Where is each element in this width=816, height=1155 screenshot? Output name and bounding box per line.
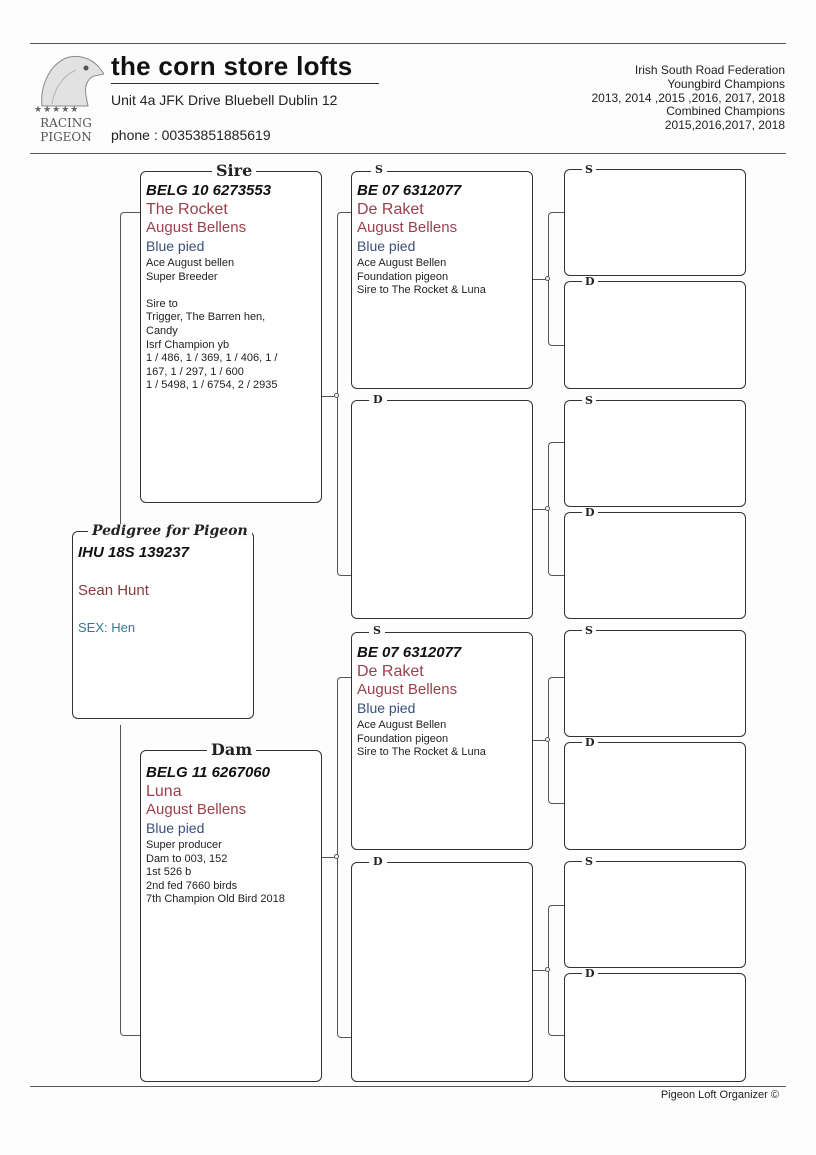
dam-label: Dam — [207, 742, 256, 758]
subject-ring-number: IHU 18S 139237 — [78, 544, 189, 561]
sire-dam-label: D — [369, 394, 387, 405]
dam-sire-box — [351, 632, 533, 850]
gen4-label-6: D — [582, 737, 598, 748]
sire-box — [140, 171, 322, 503]
sire-sire-color: Blue pied — [357, 238, 416, 254]
sire-sire-box — [351, 171, 533, 389]
logo-stars-icon: ★★★★★ — [34, 104, 80, 114]
connector-node — [334, 393, 339, 398]
connector-node — [545, 506, 550, 511]
sire-dam-box — [351, 400, 533, 619]
loft-address: Unit 4a JFK Drive Bluebell Dublin 12 — [111, 92, 338, 108]
loft-phone: phone : 00353851885619 — [111, 127, 271, 143]
gen4-box-3 — [564, 400, 746, 507]
dam-sire-breeder: August Bellens — [357, 681, 458, 698]
connector-node — [545, 737, 550, 742]
dam-sire-color: Blue pied — [357, 700, 416, 716]
sire-color: Blue pied — [146, 238, 205, 254]
gen4-label-4: D — [582, 507, 598, 518]
connector-subject-dam — [120, 725, 142, 1036]
header-bottom-rule — [30, 153, 786, 154]
pigeon-head-icon — [32, 52, 104, 108]
dam-box — [140, 750, 322, 1082]
connector-dam-parents — [337, 677, 352, 1038]
connector-node — [545, 967, 550, 972]
sire-sire-breeder: August Bellens — [357, 219, 458, 236]
loft-name: the corn store lofts — [111, 51, 353, 81]
dam-sire-notes: Ace August Bellen Foundation pigeon Sire to The Rocket & Luna — [357, 719, 486, 759]
achievements-block — [591, 64, 785, 133]
achievement-line: 2013, 2014 ,2015 ,2016, 2017, 2018 — [591, 90, 785, 105]
dam-sire-label: S — [369, 625, 385, 636]
dam-name: Luna — [146, 783, 182, 800]
dam-dam-box — [351, 862, 533, 1082]
sire-ring-number: BELG 10 6273553 — [146, 182, 272, 199]
connector-gen3-4 — [548, 905, 564, 1036]
logo-text: RACING PIGEON — [40, 116, 92, 144]
gen4-label-5: S — [582, 625, 596, 636]
sire-sire-label: S — [371, 164, 387, 175]
dam-breeder: August Bellens — [146, 801, 247, 818]
connector-node — [334, 854, 339, 859]
gen4-label-7: S — [582, 856, 596, 867]
achievement-line: Irish South Road Federation — [634, 63, 785, 77]
subject-pigeon-box — [72, 531, 254, 719]
achievement-line: 2015,2016,2017, 2018 — [664, 118, 785, 133]
subject-label: Pedigree for Pigeon — [88, 524, 252, 538]
sire-label: Sire — [212, 163, 256, 179]
connector-gen3-2 — [548, 442, 564, 576]
footer-credit: Pigeon Loft Organizer © — [660, 1089, 779, 1101]
dam-sire-ring-number: BE 07 6312077 — [357, 644, 462, 661]
dam-ring-number: BELG 11 6267060 — [146, 764, 270, 781]
connector-sire-parents — [337, 212, 352, 576]
gen4-label-1: S — [582, 164, 596, 175]
sire-notes: Ace August bellen Super Breeder Sire to Trigger, The Barren hen, Candy Isrf Champion yb 1 / 486, 1 / 369, 1 / 406, 1 / 167, 1 / 297, 1 / 600 1 / 5498, 1 / 6754, 2 / 2935 — [146, 257, 278, 392]
loft-name-underline — [111, 83, 379, 84]
gen4-box-8 — [564, 973, 746, 1082]
gen4-box-1 — [564, 169, 746, 276]
gen4-box-5 — [564, 630, 746, 737]
header-top-rule — [30, 43, 786, 44]
connector-node — [545, 276, 550, 281]
dam-color: Blue pied — [146, 820, 205, 836]
gen4-label-2: D — [582, 276, 598, 287]
gen4-box-7 — [564, 861, 746, 968]
gen4-label-8: D — [582, 968, 598, 979]
gen4-label-3: S — [582, 395, 596, 406]
sire-name: The Rocket — [146, 201, 228, 218]
connector-gen3-3 — [548, 677, 564, 804]
dam-notes: Super producer Dam to 003, 152 1st 526 b 2nd fed 7660 birds 7th Champion Old Bird 2018 — [146, 839, 285, 906]
subject-sex: SEX: Hen — [78, 620, 136, 635]
achievement-line: Youngbird Champions — [667, 76, 785, 91]
racing-pigeon-logo — [32, 52, 104, 146]
gen4-box-2 — [564, 281, 746, 389]
gen4-box-4 — [564, 512, 746, 619]
gen4-box-6 — [564, 742, 746, 850]
achievement-line: Combined Champions — [666, 104, 785, 119]
dam-dam-label: D — [369, 856, 387, 867]
sire-sire-notes: Ace August Bellen Foundation pigeon Sire to The Rocket & Luna — [357, 257, 486, 297]
sire-sire-name: De Raket — [357, 201, 424, 218]
connector-subject-sire — [120, 212, 142, 531]
sire-sire-ring-number: BE 07 6312077 — [357, 182, 462, 199]
dam-sire-name: De Raket — [357, 663, 424, 680]
connector-gen3-1 — [548, 212, 564, 346]
subject-owner: Sean Hunt — [78, 582, 149, 599]
footer-rule — [30, 1086, 786, 1087]
sire-breeder: August Bellens — [146, 219, 247, 236]
